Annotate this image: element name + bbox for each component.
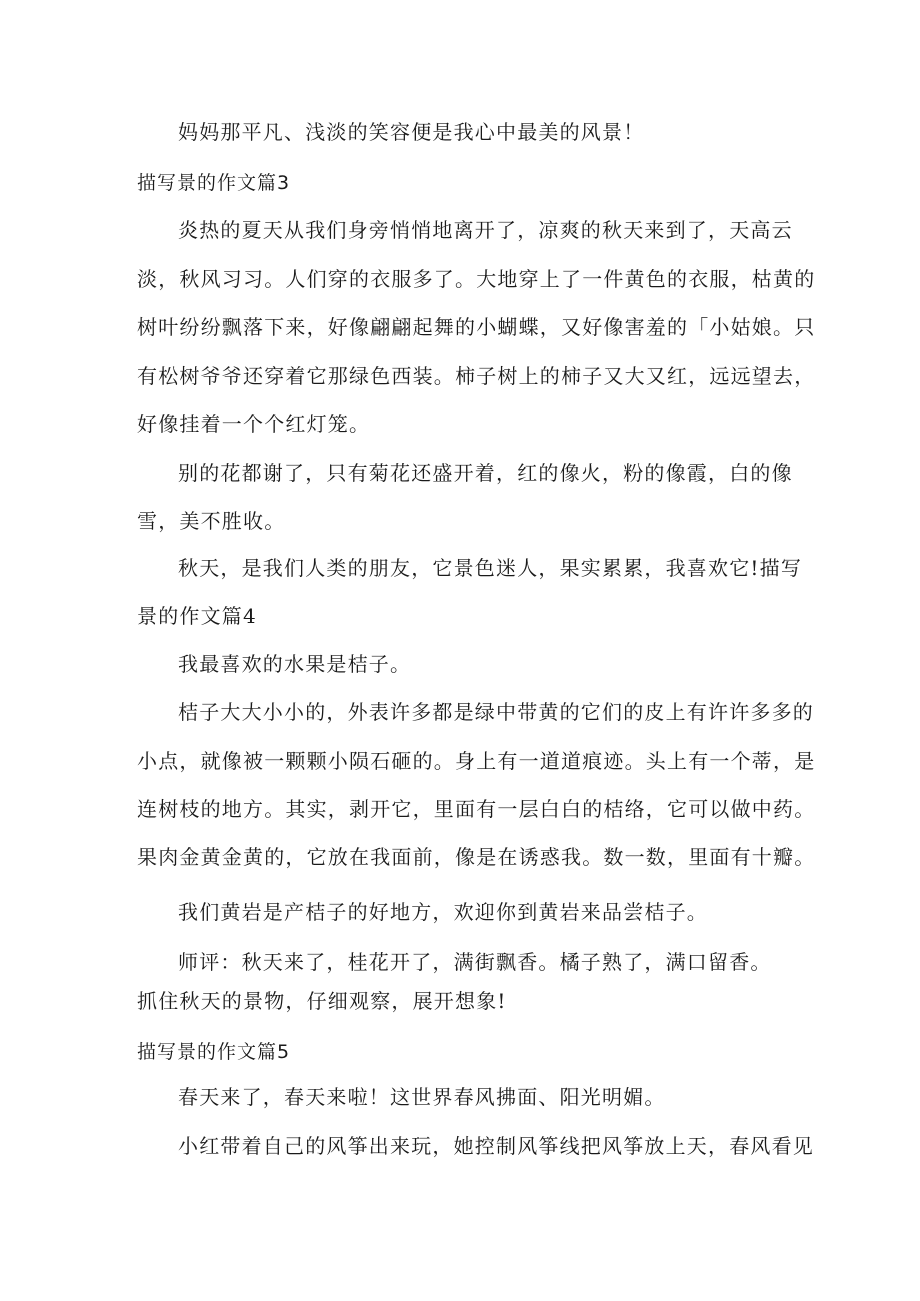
- section-heading: 描写景的作文篇3: [137, 172, 291, 194]
- paragraph-line: 抓住秋天的景物，仔细观察，展开想象!: [137, 989, 507, 1013]
- paragraph-line: 别的花都谢了，只有菊花还盛开着，红的像火，粉的像霞，白的像: [178, 461, 793, 485]
- paragraph-line: 雪，美不胜收。: [137, 509, 286, 533]
- paragraph-line: 春天来了，春天来啦！这世界春风拂面、阳光明媚。: [178, 1085, 666, 1109]
- paragraph-line: 妈妈那平凡、浅淡的笑容便是我心中最美的风景！: [178, 120, 645, 144]
- paragraph-line: 好像挂着一个个红灯笼。: [137, 412, 371, 436]
- paragraph-line: 果肉金黄金黄的，它放在我面前，像是在诱惑我。数一数，里面有十瓣。: [137, 845, 816, 869]
- paragraph-line: 连树枝的地方。其实，剥开它，里面有一层白白的桔络，它可以做中药。: [137, 797, 816, 821]
- paragraph-line: 我最喜欢的水果是桔子。: [178, 652, 412, 676]
- paragraph-line: 景的作文篇4: [137, 604, 257, 628]
- paragraph-line: 师评：秋天来了，桂花开了，满街飘香。橘子熟了，满口留香。: [178, 950, 772, 974]
- paragraph-line: 淡，秋风习习。人们穿的衣服多了。大地穿上了一件黄色的衣服，枯黄的: [137, 267, 816, 291]
- paragraph-line: 我们黄岩是产桔子的好地方，欢迎你到黄岩来品尝桔子。: [178, 900, 708, 924]
- section-heading: 描写景的作文篇5: [137, 1041, 291, 1063]
- paragraph-line: 秋天，是我们人类的朋友，它景色迷人，果实累累，我喜欢它!描写: [178, 556, 803, 580]
- paragraph-line: 树叶纷纷飘落下来，好像翩翩起舞的小蝴蝶，又好像害羞的「小姑娘。只: [137, 315, 816, 339]
- paragraph-line: 炎热的夏天从我们身旁悄悄地离开了，凉爽的秋天来到了，天高云: [178, 218, 793, 242]
- paragraph-line: 小红带着自己的风筝出来玩，她控制风筝线把风筝放上天，春风看见: [178, 1134, 814, 1158]
- paragraph-line: 有松树爷爷还穿着它那绿色西装。柿子树上的柿子又大又红，远远望去，: [137, 364, 816, 388]
- paragraph-line: 小点，就像被一颗颗小陨石砸的。身上有一道道痕迹。头上有一个蒂，是: [137, 749, 816, 773]
- paragraph-line: 桔子大大小小的，外表许多都是绿中带黄的它们的皮上有许许多多的: [178, 700, 814, 724]
